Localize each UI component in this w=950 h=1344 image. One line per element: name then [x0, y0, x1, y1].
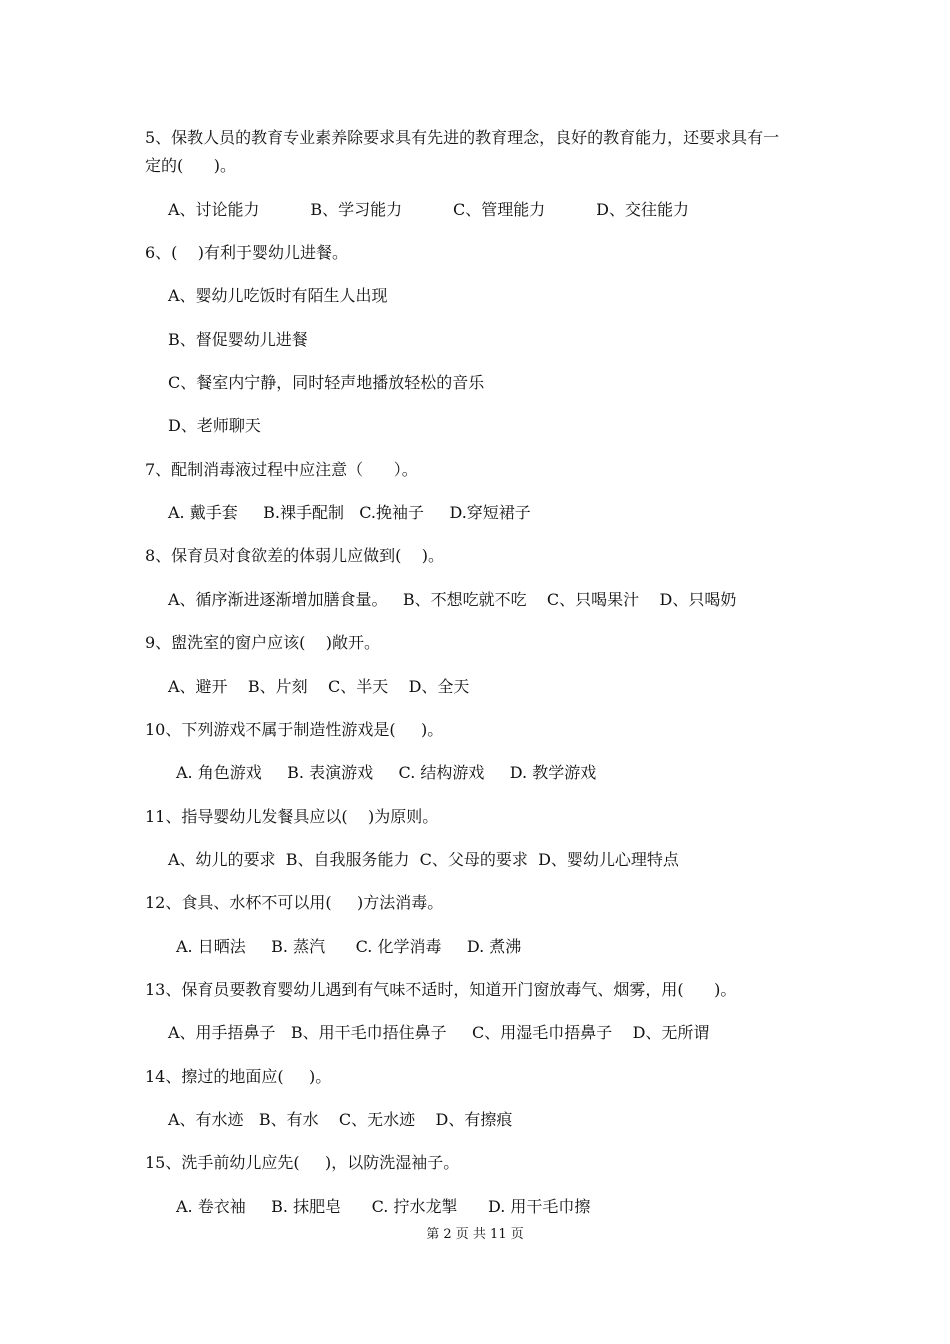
question-13: 13、保育员要教育婴幼儿遇到有气味不适时，知道开门窗放毒气、烟雾，用( )。: [145, 980, 737, 999]
question-6-option-d: D、老师聊天: [168, 416, 261, 435]
question-8: 8、保育员对食欲差的体弱儿应做到( )。: [145, 546, 445, 565]
question-12: 12、食具、水杯不可以用( )方法消毒。: [145, 893, 444, 912]
question-10: 10、下列游戏不属于制造性游戏是( )。: [145, 720, 444, 739]
question-9: 9、盥洗室的窗户应该( )敞开。: [145, 633, 381, 652]
question-11: 11、指导婴幼儿发餐具应以( )为原则。: [145, 807, 439, 826]
question-15-options: A. 卷衣袖 B. 抹肥皂 C. 拧水龙掣 D. 用干毛巾擦: [176, 1197, 591, 1216]
question-7-options: A. 戴手套 B.裸手配制 C.挽袖子 D.穿短裙子: [168, 503, 531, 522]
question-5-options: A、讨论能力 B、学习能力 C、管理能力 D、交往能力: [168, 200, 689, 219]
question-13-options: A、用手捂鼻子 B、用干毛巾捂住鼻子 C、用湿毛巾捂鼻子 D、无所谓: [168, 1023, 710, 1042]
question-8-options: A、循序渐进逐渐增加膳食量。 B、不想吃就不吃 C、只喝果汁 D、只喝奶: [168, 590, 737, 609]
question-5-line-2: 定的( )。: [145, 156, 237, 175]
question-6-option-c: C、餐室内宁静，同时轻声地播放轻松的音乐: [168, 373, 485, 392]
question-12-options: A. 日晒法 B. 蒸汽 C. 化学消毒 D. 煮沸: [176, 937, 522, 956]
question-7: 7、配制消毒液过程中应注意（ ）。: [145, 460, 418, 479]
question-6-option-a: A、婴幼儿吃饭时有陌生人出现: [168, 286, 388, 305]
question-5-line-1: 5、保教人员的教育专业素养除要求具有先进的教育理念，良好的教育能力，还要求具有一: [145, 128, 780, 147]
question-6: 6、( )有利于婴幼儿进餐。: [145, 243, 349, 262]
question-14: 14、擦过的地面应( )。: [145, 1067, 332, 1086]
question-10-options: A. 角色游戏 B. 表演游戏 C. 结构游戏 D. 教学游戏: [176, 763, 597, 782]
page-footer: 第 2 页 共 11 页: [426, 1227, 524, 1242]
question-9-options: A、避开 B、片刻 C、半天 D、全天: [168, 677, 470, 696]
question-11-options: A、幼儿的要求 B、自我服务能力 C、父母的要求 D、婴幼儿心理特点: [168, 850, 679, 869]
question-6-option-b: B、督促婴幼儿进餐: [168, 330, 308, 349]
question-15: 15、洗手前幼儿应先( )，以防洗湿袖子。: [145, 1153, 460, 1172]
question-14-options: A、有水迹 B、有水 C、无水迹 D、有擦痕: [168, 1110, 513, 1129]
